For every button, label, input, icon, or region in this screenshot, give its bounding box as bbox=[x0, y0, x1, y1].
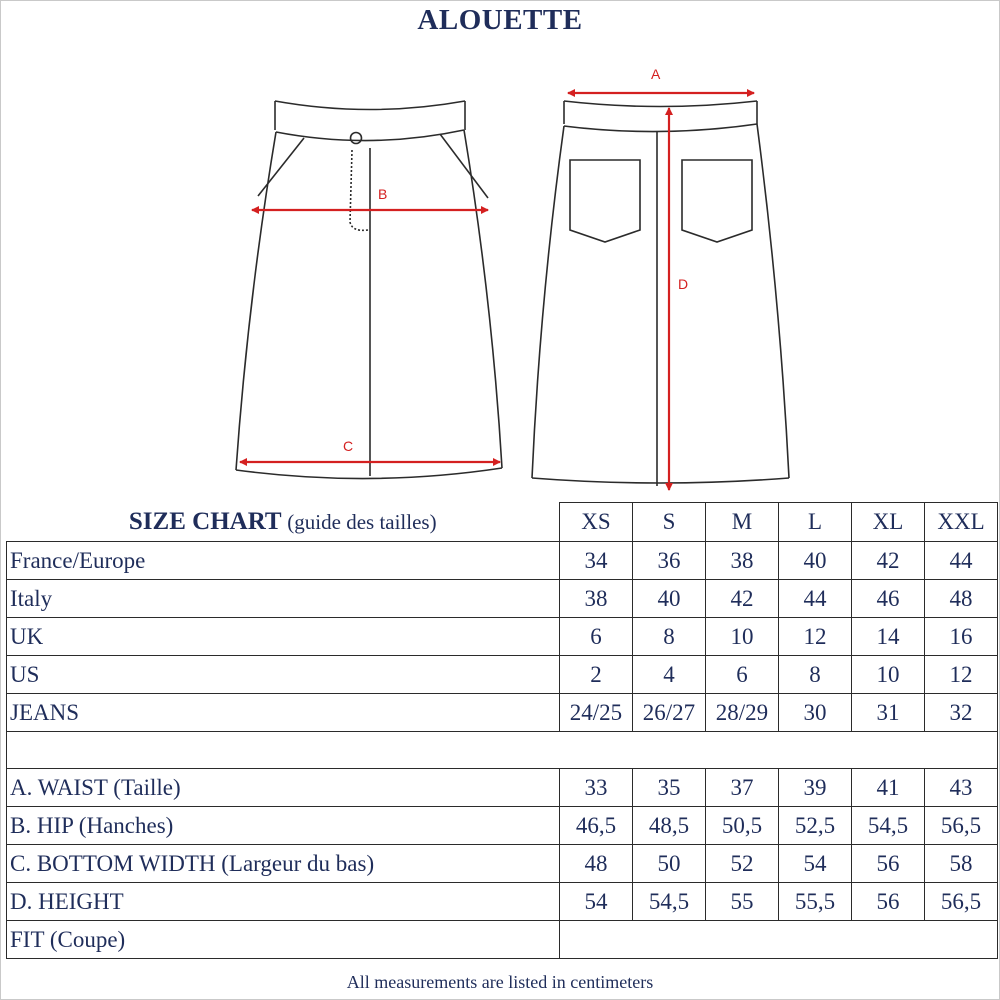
value-cell: 16 bbox=[925, 618, 998, 656]
value-cell: 6 bbox=[706, 656, 779, 694]
value-cell: 41 bbox=[852, 769, 925, 807]
front-hem bbox=[236, 468, 502, 479]
value-cell: 42 bbox=[852, 542, 925, 580]
value-cell: 55,5 bbox=[779, 883, 852, 921]
conversion-row bbox=[7, 656, 998, 694]
size-header-cell: XL bbox=[852, 503, 925, 542]
value-cell: 54,5 bbox=[633, 883, 706, 921]
skirt-front-view bbox=[236, 101, 502, 479]
value-cell: 46,5 bbox=[560, 807, 633, 845]
row-label: A. WAIST (Taille) bbox=[7, 769, 560, 807]
value-cell: 54 bbox=[779, 845, 852, 883]
conversion-row bbox=[7, 542, 998, 580]
value-cell: 39 bbox=[779, 769, 852, 807]
row-label: UK bbox=[7, 618, 560, 656]
front-right-pocket bbox=[440, 134, 488, 198]
value-cell: 55 bbox=[706, 883, 779, 921]
value-cell: 56,5 bbox=[925, 807, 998, 845]
value-cell: 54,5 bbox=[852, 807, 925, 845]
value-cell: 48 bbox=[925, 580, 998, 618]
size-header-cell: XXL bbox=[925, 503, 998, 542]
spacer-cell bbox=[7, 732, 998, 769]
value-cell: 35 bbox=[633, 769, 706, 807]
spacer-row bbox=[7, 732, 998, 769]
measurements-footnote: All measurements are listed in centimeters bbox=[346, 972, 654, 992]
value-cell: 46 bbox=[852, 580, 925, 618]
row-label: D. HEIGHT bbox=[7, 883, 560, 921]
value-cell: 54 bbox=[560, 883, 633, 921]
fit-row bbox=[7, 921, 998, 959]
value-cell: 33 bbox=[560, 769, 633, 807]
value-cell: 52 bbox=[706, 845, 779, 883]
conversion-row bbox=[7, 580, 998, 618]
value-cell: 32 bbox=[925, 694, 998, 732]
value-cell: 48 bbox=[560, 845, 633, 883]
back-right-side bbox=[757, 124, 789, 478]
value-cell: 26/27 bbox=[633, 694, 706, 732]
size-chart-heading bbox=[7, 503, 560, 542]
size-chart-table bbox=[6, 502, 998, 959]
value-cell: 12 bbox=[925, 656, 998, 694]
value-cell: 52,5 bbox=[779, 807, 852, 845]
back-waistband-top bbox=[564, 101, 757, 107]
size-chart-heading-main: SIZE CHART bbox=[128, 507, 282, 535]
value-cell: 12 bbox=[779, 618, 852, 656]
value-cell: 2 bbox=[560, 656, 633, 694]
size-header-cell: M bbox=[706, 503, 779, 542]
value-cell: 44 bbox=[779, 580, 852, 618]
back-right-pocket bbox=[682, 160, 752, 242]
value-cell: 58 bbox=[925, 845, 998, 883]
value-cell: 38 bbox=[706, 542, 779, 580]
value-cell: 40 bbox=[779, 542, 852, 580]
label-c: C bbox=[343, 438, 354, 454]
brand-title: ALOUETTE bbox=[417, 4, 583, 36]
label-d: D bbox=[678, 276, 689, 292]
value-cell: 14 bbox=[852, 618, 925, 656]
front-left-pocket bbox=[258, 138, 304, 196]
front-left-side bbox=[236, 132, 276, 470]
front-waistband-top bbox=[275, 101, 465, 110]
value-cell: 50 bbox=[633, 845, 706, 883]
measurement-row bbox=[7, 807, 998, 845]
conversion-row bbox=[7, 618, 998, 656]
value-cell: 31 bbox=[852, 694, 925, 732]
back-left-side bbox=[532, 126, 564, 478]
back-left-pocket bbox=[570, 160, 640, 242]
value-cell: 30 bbox=[779, 694, 852, 732]
measurement-row bbox=[7, 845, 998, 883]
value-cell: 56,5 bbox=[925, 883, 998, 921]
value-cell: 40 bbox=[633, 580, 706, 618]
row-label: B. HIP (Hanches) bbox=[7, 807, 560, 845]
value-cell: 10 bbox=[706, 618, 779, 656]
value-cell: 24/25 bbox=[560, 694, 633, 732]
back-waistband-bottom bbox=[564, 124, 757, 132]
value-cell: 10 bbox=[852, 656, 925, 694]
label-a: A bbox=[651, 66, 661, 82]
value-cell: 44 bbox=[925, 542, 998, 580]
value-cell: 43 bbox=[925, 769, 998, 807]
value-cell: 8 bbox=[633, 618, 706, 656]
value-cell: 42 bbox=[706, 580, 779, 618]
value-cell: 38 bbox=[560, 580, 633, 618]
back-measure-lines bbox=[568, 93, 754, 490]
front-button bbox=[351, 133, 362, 144]
size-header-row bbox=[7, 503, 998, 542]
label-b: B bbox=[378, 186, 388, 202]
value-cell: 37 bbox=[706, 769, 779, 807]
value-cell: 28/29 bbox=[706, 694, 779, 732]
row-label: JEANS bbox=[7, 694, 560, 732]
value-cell: 56 bbox=[852, 845, 925, 883]
front-right-side bbox=[464, 130, 502, 468]
fit-value bbox=[560, 921, 998, 959]
value-cell: 4 bbox=[633, 656, 706, 694]
row-label: C. BOTTOM WIDTH (Largeur du bas) bbox=[7, 845, 560, 883]
value-cell: 56 bbox=[852, 883, 925, 921]
conversion-row bbox=[7, 694, 998, 732]
value-cell: 50,5 bbox=[706, 807, 779, 845]
size-header-cell: L bbox=[779, 503, 852, 542]
size-chart-heading-sub: (guide des tailles) bbox=[287, 509, 437, 534]
row-label: US bbox=[7, 656, 560, 694]
value-cell: 8 bbox=[779, 656, 852, 694]
size-header-cell: XS bbox=[560, 503, 633, 542]
fit-label: FIT (Coupe) bbox=[7, 921, 560, 959]
value-cell: 6 bbox=[560, 618, 633, 656]
value-cell: 48,5 bbox=[633, 807, 706, 845]
skirt-back-view bbox=[532, 101, 789, 486]
size-header-cell: S bbox=[633, 503, 706, 542]
row-label: Italy bbox=[7, 580, 560, 618]
back-hem bbox=[532, 478, 789, 483]
row-label: France/Europe bbox=[7, 542, 560, 580]
measurement-row bbox=[7, 769, 998, 807]
measurement-row bbox=[7, 883, 998, 921]
front-fly-stitching bbox=[350, 150, 368, 230]
value-cell: 36 bbox=[633, 542, 706, 580]
value-cell: 34 bbox=[560, 542, 633, 580]
